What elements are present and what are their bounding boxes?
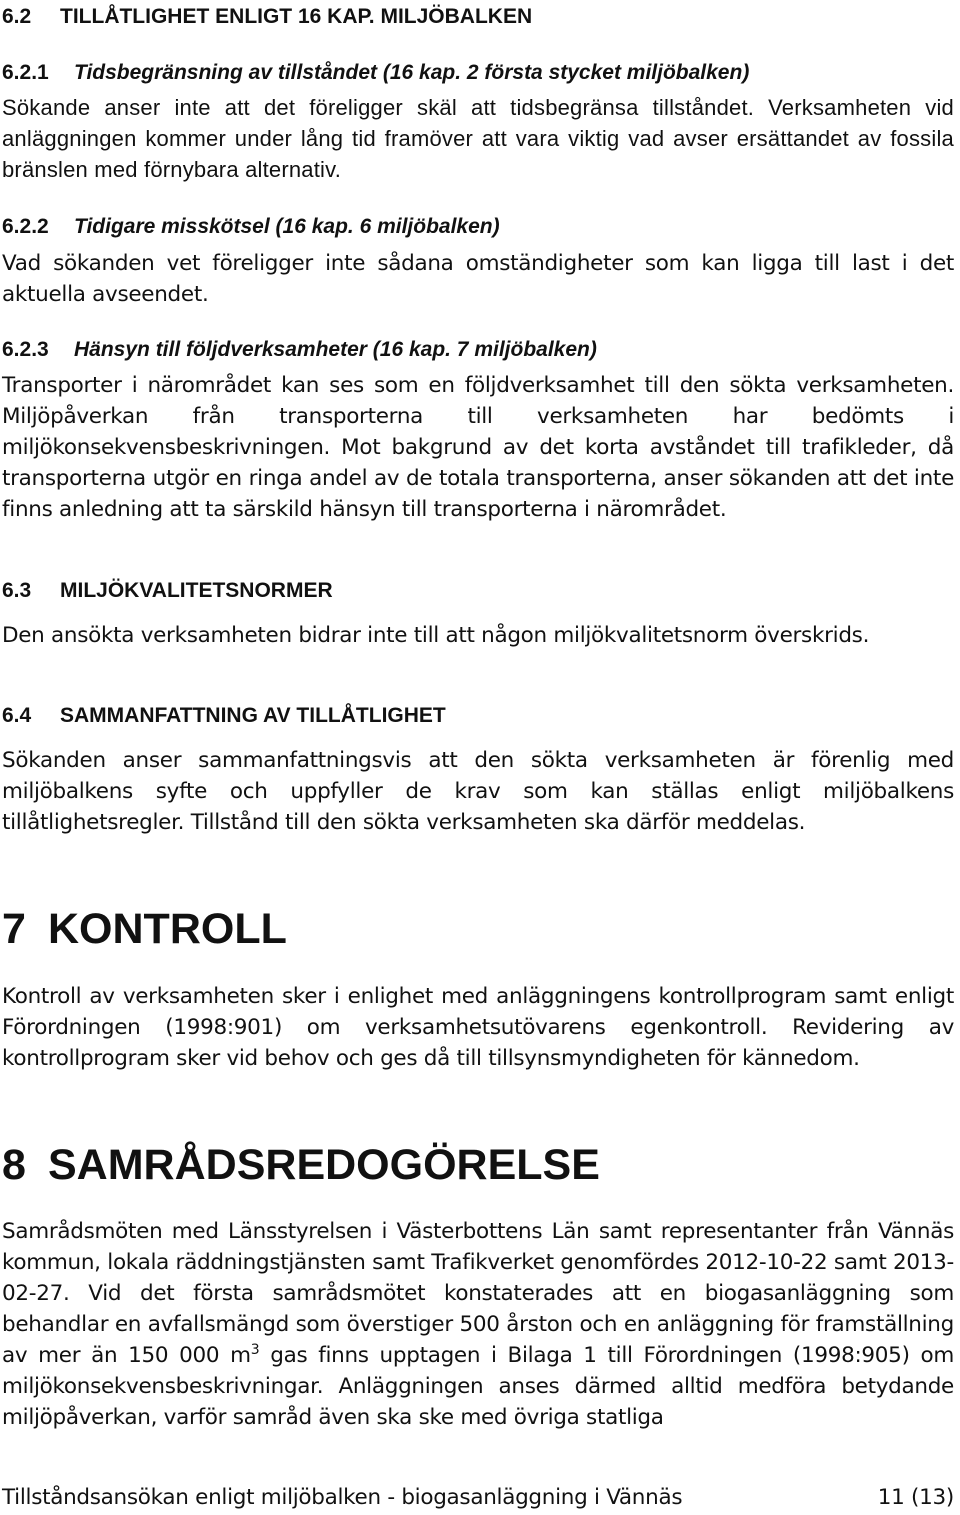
page-footer: [2, 1483, 954, 1513]
heading-number: 6.3: [2, 579, 32, 602]
heading-title: Tidsbegränsning av tillståndet (16 kap. 2 första stycket miljöbalken): [74, 61, 750, 84]
footer-document-title: Tillståndsansökan enligt miljöbalken - biogasanläggning i Vännäs: [2, 1485, 683, 1510]
heading-6-4: [2, 701, 446, 731]
paragraph-8: [2, 1216, 954, 1433]
heading-number: 6.4: [2, 704, 32, 727]
heading-6-2-3: [2, 335, 597, 365]
heading-6-3: [2, 576, 333, 606]
heading-number: 8: [2, 1141, 26, 1189]
heading-title: TILLÅTLIGHET ENLIGT 16 KAP. MILJÖBALKEN: [60, 5, 533, 28]
heading-title: MILJÖKVALITETSNORMER: [60, 579, 333, 602]
heading-title: SAMRÅDSREDOGÖRELSE: [48, 1141, 600, 1189]
heading-title: KONTROLL: [48, 905, 287, 953]
paragraph-6-3: Den ansökta verksamheten bidrar inte till att någon miljökvalitetsnorm överskrids.: [2, 623, 870, 648]
footer-page-number: 11 (13): [877, 1485, 954, 1510]
superscript-3: 3: [250, 1341, 260, 1358]
paragraph-6-2-1: Sökande anser inte att det föreligger skäl att tidsbegränsa tillståndet. Verksamheten vid anläggningen kommer under lång tid framöver att vara viktig vad avser ersättandet av fossila bränslen med förnybara alternativ.: [2, 95, 954, 182]
heading-6-2-1: [2, 58, 749, 88]
paragraph-6-2-2: Vad sökanden vet föreligger inte sådana omständigheter som kan ligga till last i det aktuella avseendet.: [2, 251, 954, 307]
heading-8: [2, 1140, 600, 1190]
heading-number: 6.2.2: [2, 215, 49, 238]
paragraph-6-2-3: Transporter i närområdet kan ses som en följdverksamhet till den sökta verksamheten. Miljöpåverkan från transporterna till verksamheten har bedömts i miljökonsekvensbeskrivningen. Mot bakgrund av det korta avståndet till trafikleder, då transporterna utgör en ringa andel av de totala transporterna, anser sökanden att det inte finns anledning att ta särskild hänsyn till transporterna i närområdet.: [2, 373, 954, 522]
heading-number: 6.2.1: [2, 61, 49, 84]
paragraph-8-part-1: Samrådsmöten med Länsstyrelsen i Västerbottens Län samt representanter från Vännäs kommun, lokala räddningstjänsten samt Trafikverket genomfördes 2012-10-22 samt 2013-02-27. Vid det första samrådsmötet konstaterades att en biogasanläggning som behandlar en avfallsmängd som överstiger 500 årston och en anläggning för framställning av mer än 150 000 m: [2, 1219, 954, 1368]
heading-7: [2, 904, 287, 954]
paragraph-7: Kontroll av verksamheten sker i enlighet med anläggningens kontrollprogram samt enligt Förordningen (1998:901) om verksamhetsutövarens egenkontroll. Revidering av kontrollprogram sker vid behov och ges då till tillsynsmyndigheten för kännedom.: [2, 984, 954, 1071]
heading-title: Tidigare misskötsel (16 kap. 6 miljöbalken): [74, 215, 500, 238]
heading-6-2: [2, 2, 532, 32]
heading-number: 6.2.3: [2, 338, 49, 361]
heading-6-2-2: [2, 212, 500, 242]
heading-title: SAMMANFATTNING AV TILLÅTLIGHET: [60, 704, 446, 727]
heading-title: Hänsyn till följdverksamheter (16 kap. 7 miljöbalken): [74, 338, 597, 361]
paragraph-8-part-2: gas finns upptagen i Bilaga 1 till Förordningen (1998:905) om miljökonsekvensbeskrivningar. Anläggningen anses därmed alltid medföra betydande miljöpåverkan, varför samråd även ska ske med övriga statliga: [2, 1343, 954, 1430]
paragraph-6-4: Sökanden anser sammanfattningsvis att den sökta verksamheten är förenlig med miljöbalkens syfte och uppfyller de krav som kan ställas enligt miljöbalkens tillåtlighetsregler. Tillstånd till den sökta verksamheten ska därför meddelas.: [2, 748, 954, 835]
heading-number: 7: [2, 905, 26, 953]
heading-number: 6.2: [2, 5, 32, 28]
